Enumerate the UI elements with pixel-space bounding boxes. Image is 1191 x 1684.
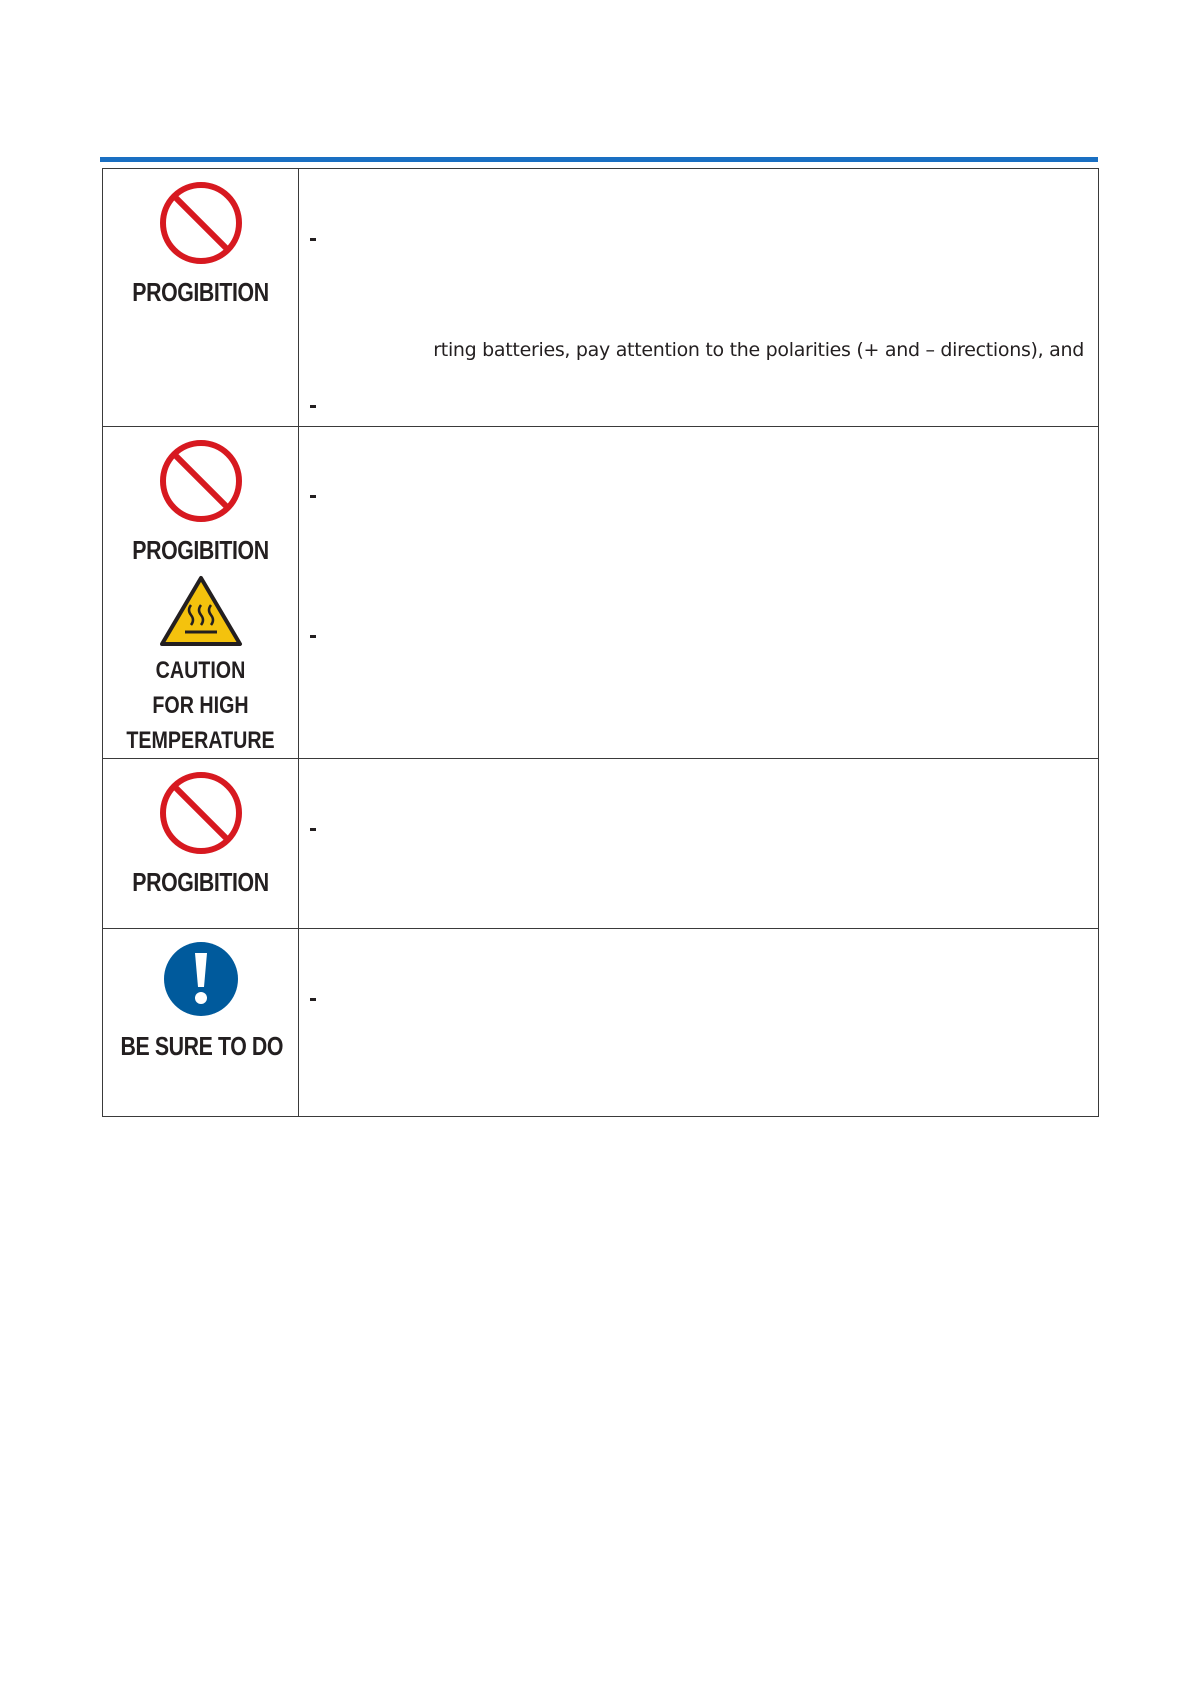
bullet-mark xyxy=(310,495,316,498)
bullet-mark xyxy=(310,635,316,638)
icon-cell xyxy=(103,759,299,929)
mandatory-action-icon xyxy=(163,941,239,1017)
prohibition-icon xyxy=(158,438,244,524)
text-cell xyxy=(299,427,1099,759)
bullet-mark xyxy=(310,828,316,831)
caution-label-line: CAUTION xyxy=(155,657,246,684)
table-row xyxy=(103,169,1099,427)
sign-label: PROGIBITION xyxy=(132,535,269,565)
icon-cell xyxy=(103,929,299,1117)
caution-label-line: FOR HIGH xyxy=(152,692,249,719)
text-fragment: rting batteries, pay attention to the polarities (+ and – directions), and xyxy=(433,339,1084,361)
caution-label-line: TEMPERATURE xyxy=(126,727,275,754)
hot-surface-warning-icon xyxy=(159,575,243,647)
bullet-mark xyxy=(310,405,316,408)
bullet-mark xyxy=(310,238,316,241)
table-row xyxy=(103,759,1099,929)
icon-cell xyxy=(103,427,299,759)
text-cell xyxy=(299,759,1099,929)
sign-label: PROGIBITION xyxy=(132,277,269,307)
table-row xyxy=(103,427,1099,759)
bullet-mark xyxy=(310,998,316,1001)
text-cell xyxy=(299,929,1099,1117)
table-row xyxy=(103,929,1099,1117)
text-cell xyxy=(299,169,1099,427)
header-rule xyxy=(100,157,1098,162)
safety-table xyxy=(102,168,1099,1117)
prohibition-icon xyxy=(158,180,244,266)
sign-label: BE SURE TO DO xyxy=(120,1031,284,1061)
sign-label: PROGIBITION xyxy=(132,867,269,897)
prohibition-icon xyxy=(158,770,244,856)
icon-cell xyxy=(103,169,299,427)
